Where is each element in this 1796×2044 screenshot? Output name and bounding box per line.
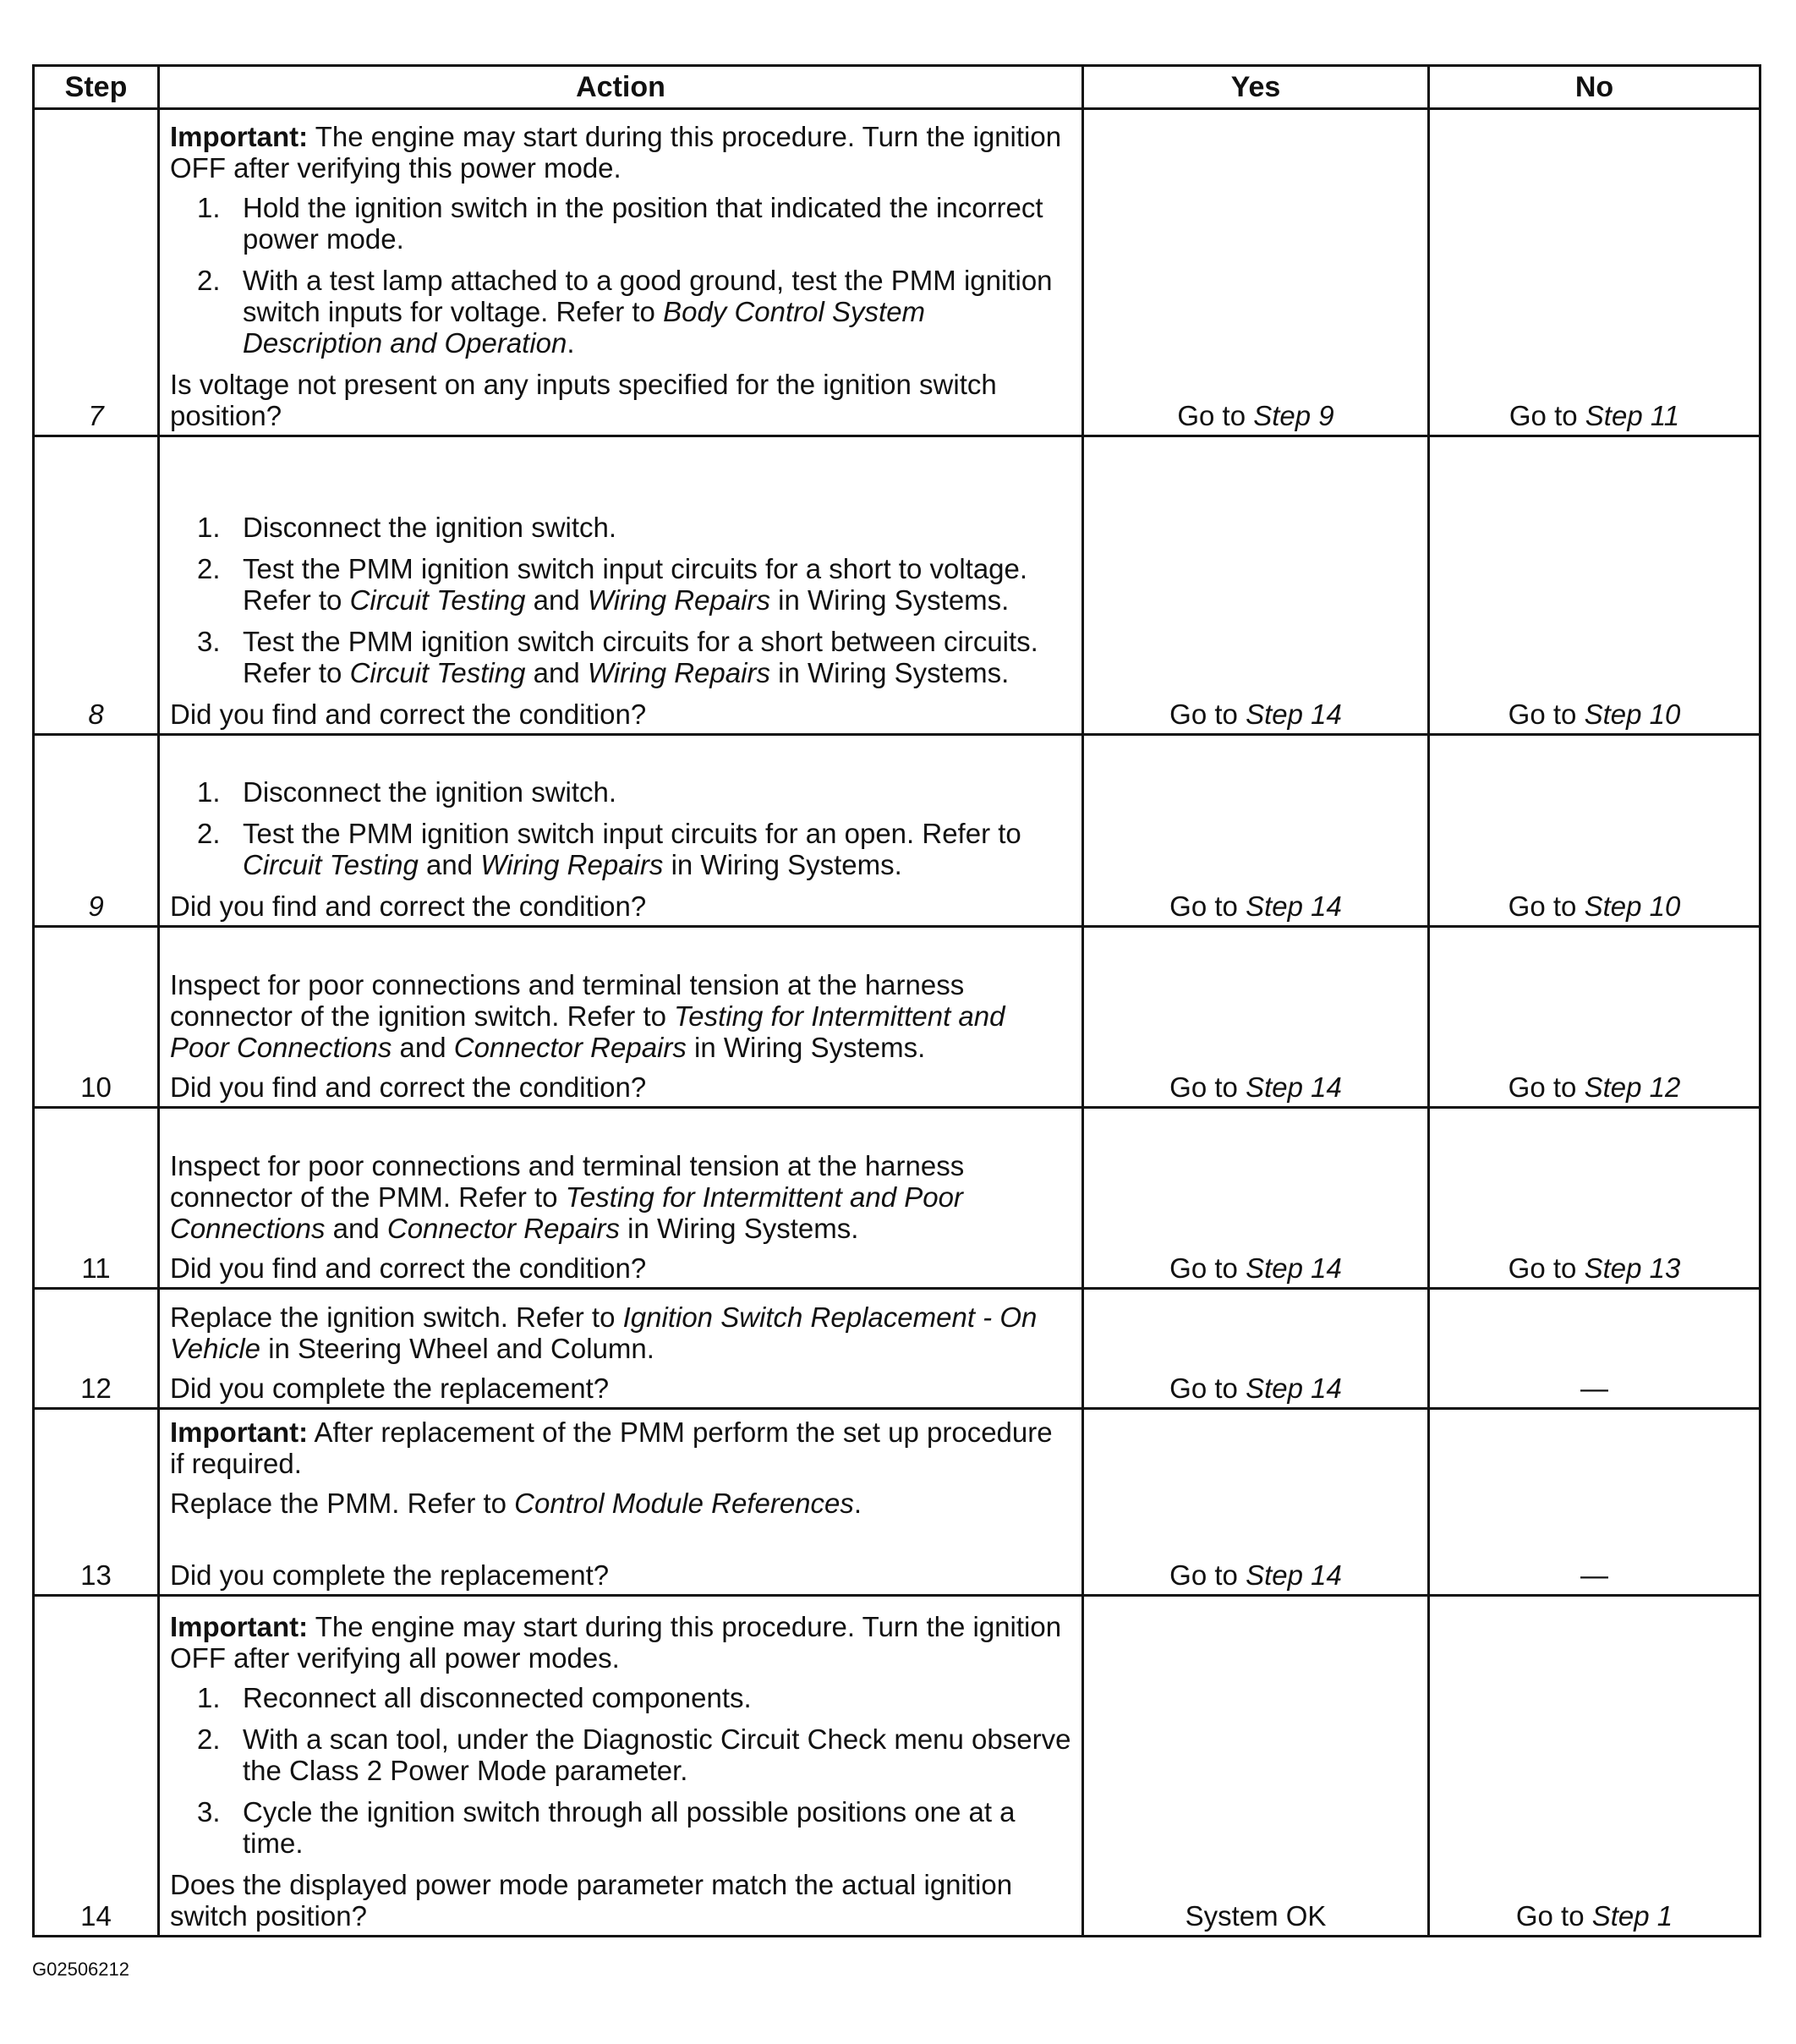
step-number: 14: [34, 1596, 159, 1937]
table-row-step-7: [34, 109, 1760, 436]
goto-label: Go to: [1515, 1900, 1585, 1932]
list-text: Test the PMM ignition switch input circuits for a short to voltage. Refer to: [243, 553, 1028, 616]
list-text: Test the PMM ignition switch circuits for a short between circuits. Refer to: [243, 626, 1038, 688]
list-text: Test the PMM ignition switch input circuits for an open. Refer to: [243, 818, 1021, 849]
list-number: 1.: [197, 776, 221, 808]
list-text: Hold the ignition switch in the position that indicated the incorrect power mode.: [243, 192, 1043, 255]
list-number: 2.: [197, 265, 221, 296]
and-text: and: [533, 584, 580, 616]
procedure-list: [170, 192, 1071, 359]
table-header-row: [34, 66, 1760, 109]
important-note: [170, 1417, 1071, 1479]
list-item: [170, 192, 1071, 255]
header-action: Action: [159, 66, 1083, 109]
no-cell: —: [1429, 1409, 1760, 1596]
list-item: [170, 818, 1071, 880]
no-step-link: Step 12: [1584, 1071, 1681, 1103]
reference-link: Wiring Repairs: [480, 849, 664, 880]
and-text: and: [399, 1032, 446, 1063]
list-item: [170, 553, 1071, 616]
table-row-step-10: [34, 927, 1760, 1108]
reference-link: Circuit Testing: [349, 584, 526, 616]
important-note: [170, 1611, 1071, 1674]
list-item: [170, 1796, 1071, 1859]
no-step-link: Step 1: [1591, 1900, 1673, 1932]
table-row-step-11: [34, 1108, 1760, 1289]
instruction-body: Replace the PMM. Refer to: [170, 1488, 506, 1519]
list-text: Disconnect the ignition switch.: [243, 776, 617, 808]
question-text: Does the displayed power mode parameter match the actual ignition switch position?: [170, 1869, 1013, 1932]
question-text: Did you find and correct the condition?: [170, 890, 647, 922]
question-text: Did you find and correct the condition?: [170, 1252, 647, 1284]
reference-link: Wiring Repairs: [587, 584, 770, 616]
no-cell: [1429, 1108, 1760, 1289]
list-number: 1.: [197, 192, 221, 223]
list-item: 2. With a test lamp attached to a good ground, test the PMM ignition switch inputs for voltage. Refer to Body Control System Description and Operation.: [197, 265, 1053, 359]
procedure-list: [170, 1682, 1071, 1859]
important-text: The engine may start during this procedure. Turn the ignition OFF after verifying all power modes.: [170, 1611, 1062, 1674]
action-cell: [159, 1409, 1083, 1596]
instruction-text: [170, 1301, 1071, 1364]
location-text: in Wiring Systems.: [627, 1213, 859, 1244]
reference-link: Connector Repairs: [453, 1032, 687, 1063]
step-number: 11: [34, 1108, 159, 1289]
table-row-step-12: [34, 1289, 1760, 1409]
list-text: With a scan tool, under the Diagnostic Circuit Check menu observe the Class 2 Power Mode parameter.: [243, 1723, 1071, 1786]
list-text: Cycle the ignition switch through all possible positions one at a time.: [243, 1796, 1016, 1859]
action-cell: [159, 1289, 1083, 1409]
question-text: Did you find and correct the condition?: [170, 1071, 647, 1103]
important-text: After replacement of the PMM perform the set up procedure if required.: [170, 1417, 1053, 1479]
procedure-list: [170, 776, 1071, 880]
no-step-link: Step 13: [1584, 1252, 1681, 1284]
goto-label: Go to: [1177, 400, 1246, 431]
yes-cell: [1083, 1289, 1429, 1409]
instruction-text: [170, 1150, 1071, 1244]
yes-step-link: Step 9: [1253, 400, 1334, 431]
reference-link: Body Control System Description and Operation: [243, 296, 926, 359]
yes-step-link: Step 14: [1246, 699, 1342, 730]
no-cell: [1429, 927, 1760, 1108]
table-row-step-14: [34, 1596, 1760, 1937]
no-step-link: Step 10: [1584, 890, 1681, 922]
yes-step-link: Step 14: [1246, 1559, 1342, 1591]
and-text: and: [426, 849, 474, 880]
step-number: 8: [34, 436, 159, 735]
goto-label: Go to: [1169, 1559, 1238, 1591]
goto-label: Go to: [1508, 699, 1577, 730]
step-number: 13: [34, 1409, 159, 1596]
location-text: in Wiring Systems.: [694, 1032, 926, 1063]
action-cell: [159, 109, 1083, 436]
reference-link: Wiring Repairs: [587, 657, 770, 688]
yes-cell: [1083, 109, 1429, 436]
question-text: Is voltage not present on any inputs specified for the ignition switch position?: [170, 369, 997, 431]
goto-label: Go to: [1169, 1373, 1238, 1404]
reference-link: Ignition Switch Replacement - On Vehicle: [170, 1301, 1038, 1364]
no-step-link: Step 10: [1584, 699, 1681, 730]
yes-step-link: Step 14: [1246, 1071, 1342, 1103]
no-cell: [1429, 1596, 1760, 1937]
procedure-list: [170, 512, 1071, 688]
list-number: 2.: [197, 553, 221, 584]
question-text: Did you find and correct the condition?: [170, 699, 647, 730]
list-number: 1.: [197, 1682, 221, 1713]
goto-label: Go to: [1509, 400, 1578, 431]
and-text: and: [332, 1213, 380, 1244]
list-text: With a test lamp attached to a good ground, test the PMM ignition switch inputs for voltage. Refer to: [243, 265, 1053, 327]
step-number: 10: [34, 927, 159, 1108]
reference-link: Circuit Testing: [349, 657, 526, 688]
no-cell: [1429, 109, 1760, 436]
goto-label: Go to: [1169, 890, 1238, 922]
no-cell: —: [1429, 1289, 1760, 1409]
list-item: [170, 626, 1071, 688]
location-text: in Steering Wheel and Column.: [268, 1333, 654, 1364]
and-text: and: [533, 657, 580, 688]
diagnostic-table: [32, 64, 1761, 1937]
list-text: Disconnect the ignition switch.: [243, 512, 617, 543]
list-text: Reconnect all disconnected components.: [243, 1682, 752, 1713]
header-no: No: [1429, 66, 1760, 109]
location-text: in Wiring Systems.: [671, 849, 902, 880]
list-item: [170, 776, 1071, 808]
important-label: Important:: [170, 1611, 309, 1642]
table-row-step-8: [34, 436, 1760, 735]
list-item: [170, 1682, 1071, 1713]
action-cell: [159, 436, 1083, 735]
action-cell: [159, 1108, 1083, 1289]
yes-cell: [1083, 1108, 1429, 1289]
instruction-text: Replace the PMM. Refer to Control Module References.: [170, 1488, 862, 1519]
no-step-link: Step 11: [1585, 400, 1680, 431]
list-item: [170, 512, 1071, 543]
question-text: Did you complete the replacement?: [170, 1559, 610, 1591]
instruction-body: Replace the ignition switch. Refer to: [170, 1301, 616, 1333]
no-cell: [1429, 735, 1760, 927]
reference-link: Circuit Testing: [243, 849, 419, 880]
diagnostic-table-container: [32, 64, 1759, 1937]
question-text: Did you complete the replacement?: [170, 1373, 610, 1404]
location-text: in Wiring Systems.: [778, 657, 1010, 688]
yes-step-link: Step 14: [1246, 1252, 1342, 1284]
action-cell: [159, 927, 1083, 1108]
spacer: [170, 1527, 1071, 1559]
reference-link: Connector Repairs: [386, 1213, 620, 1244]
table-row-step-9: [34, 735, 1760, 927]
instruction-body: Inspect for poor connections and terminal tension at the harness connector of the ignition switch. Refer to: [170, 969, 965, 1032]
yes-step-link: Step 14: [1246, 1373, 1342, 1404]
action-cell: [159, 1596, 1083, 1937]
instruction-body: Inspect for poor connections and terminal tension at the harness connector of the PMM. Refer to: [170, 1150, 965, 1213]
list-item: [170, 1723, 1071, 1786]
yes-cell: [1083, 1409, 1429, 1596]
list-number: 3.: [197, 1796, 221, 1828]
goto-label: Go to: [1169, 1071, 1238, 1103]
goto-label: Go to: [1508, 890, 1577, 922]
location-text: in Wiring Systems.: [778, 584, 1010, 616]
goto-label: Go to: [1508, 1252, 1577, 1284]
header-yes: Yes: [1083, 66, 1429, 109]
reference-link: Testing for Intermittent and Poor Connections: [170, 1181, 963, 1244]
list-number: 2.: [197, 1723, 221, 1755]
reference-link: Testing for Intermittent and Poor Connections: [170, 1000, 1005, 1063]
goto-label: Go to: [1169, 699, 1238, 730]
goto-label: Go to: [1508, 1071, 1577, 1103]
table-row-step-13: [34, 1409, 1760, 1596]
header-step: Step: [34, 66, 159, 109]
figure-id: G02506212: [32, 1959, 129, 1980]
important-label: Important:: [170, 1417, 309, 1448]
important-note: [170, 121, 1071, 184]
yes-cell: [1083, 927, 1429, 1108]
goto-label: Go to: [1169, 1252, 1238, 1284]
action-cell: [159, 735, 1083, 927]
list-number: 3.: [197, 626, 221, 657]
important-text: The engine may start during this procedure. Turn the ignition OFF after verifying this power mode.: [170, 121, 1062, 184]
step-number: 12: [34, 1289, 159, 1409]
instruction-text: [170, 969, 1071, 1063]
yes-cell: System OK: [1083, 1596, 1429, 1937]
list-number: 1.: [197, 512, 221, 543]
yes-cell: [1083, 436, 1429, 735]
important-label: Important:: [170, 121, 309, 152]
list-number: 2.: [197, 818, 221, 849]
yes-cell: [1083, 735, 1429, 927]
step-number: 9: [34, 735, 159, 927]
reference-link: Control Module References: [514, 1488, 854, 1519]
step-number: 7: [34, 109, 159, 436]
yes-step-link: Step 14: [1246, 890, 1342, 922]
no-cell: [1429, 436, 1760, 735]
